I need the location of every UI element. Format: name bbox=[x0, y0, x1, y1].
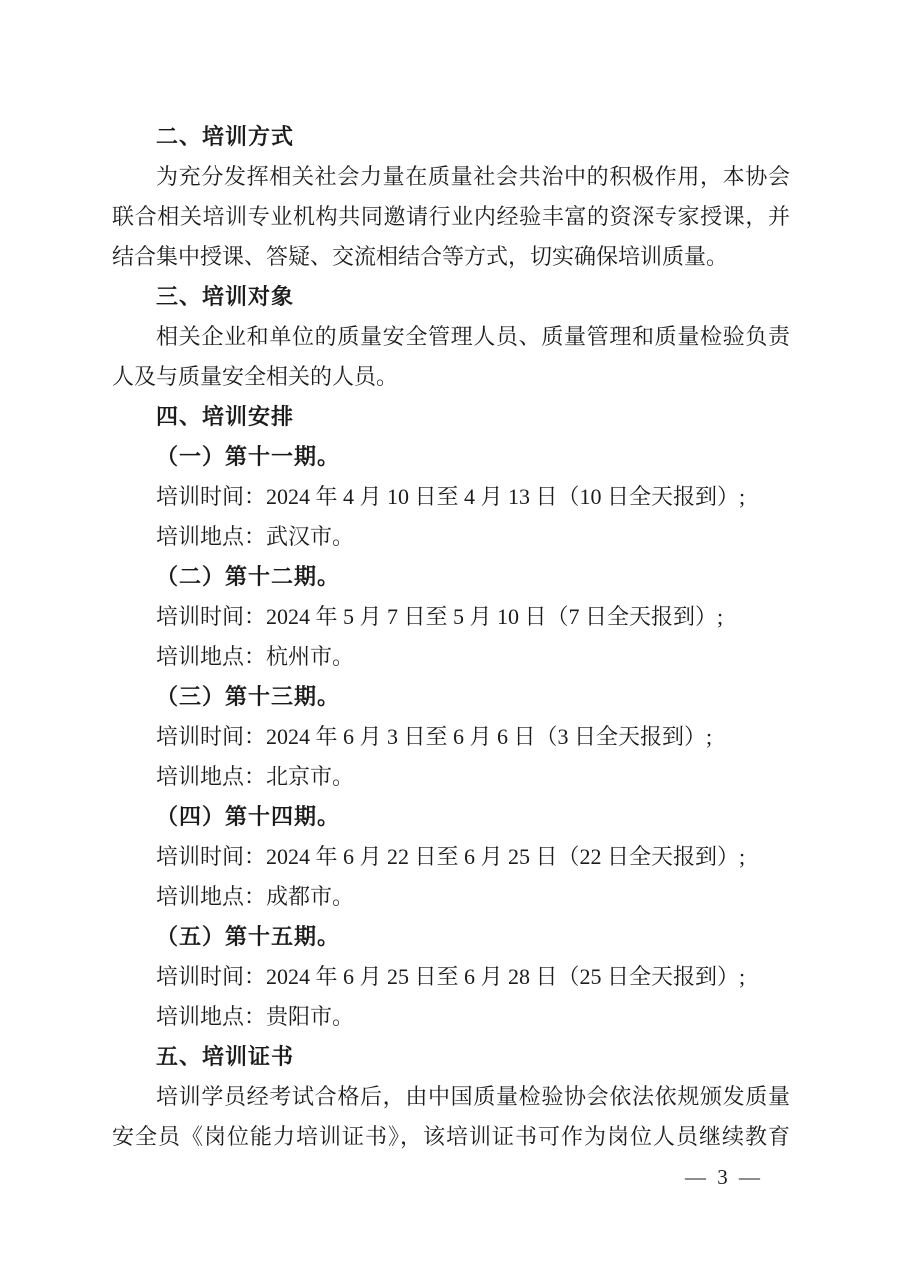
session-title: （三）第十三期。 bbox=[156, 684, 341, 709]
session-location: 培训地点：武汉市。 bbox=[156, 524, 355, 549]
paragraph-line: 培训学员经考试合格后，由中国质量检验协会依法依规颁发质量 bbox=[156, 1084, 790, 1109]
paragraph-line: 安全员《岗位能力培训证书》，该培训证书可作为岗位人员继续教育 bbox=[112, 1124, 790, 1149]
section-heading-training-schedule: 四、培训安排 bbox=[156, 404, 295, 429]
section-heading-training-audience: 三、培训对象 bbox=[156, 284, 295, 309]
paragraph-line: 结合集中授课、答疑、交流相结合等方式，切实确保培训质量。 bbox=[112, 244, 729, 269]
paragraph-line: 人及与质量安全相关的人员。 bbox=[112, 364, 399, 389]
session-location: 培训地点：北京市。 bbox=[156, 764, 355, 789]
session-location: 培训地点：成都市。 bbox=[156, 884, 355, 909]
paragraph-line: 相关企业和单位的质量安全管理人员、质量管理和质量检验负责 bbox=[156, 324, 790, 349]
page-number: — 3 — bbox=[685, 1165, 763, 1189]
section-heading-training-certificate: 五、培训证书 bbox=[156, 1044, 295, 1069]
session-time: 培训时间：2024 年 6 月 25 日至 6 月 28 日（25 日全天报到）; bbox=[156, 964, 746, 989]
section-heading-training-method: 二、培训方式 bbox=[156, 124, 295, 149]
paragraph-line: 联合相关培训专业机构共同邀请行业内经验丰富的资深专家授课，并 bbox=[112, 204, 790, 229]
session-location: 培训地点：贵阳市。 bbox=[156, 1004, 355, 1029]
session-title: （四）第十四期。 bbox=[156, 804, 341, 829]
session-time: 培训时间：2024 年 5 月 7 日至 5 月 10 日（7 日全天报到）; bbox=[156, 604, 724, 629]
session-time: 培训时间：2024 年 6 月 3 日至 6 月 6 日（3 日全天报到）; bbox=[156, 724, 713, 749]
session-location: 培训地点：杭州市。 bbox=[156, 644, 355, 669]
paragraph-line: 为充分发挥相关社会力量在质量社会共治中的积极作用，本协会 bbox=[156, 164, 790, 189]
session-time: 培训时间：2024 年 4 月 10 日至 4 月 13 日（10 日全天报到）; bbox=[156, 484, 746, 509]
session-time: 培训时间：2024 年 6 月 22 日至 6 月 25 日（22 日全天报到）; bbox=[156, 844, 746, 869]
session-title: （五）第十五期。 bbox=[156, 924, 341, 949]
session-title: （二）第十二期。 bbox=[156, 564, 341, 589]
session-title: （一）第十一期。 bbox=[156, 444, 341, 469]
document-body bbox=[112, 117, 790, 1157]
